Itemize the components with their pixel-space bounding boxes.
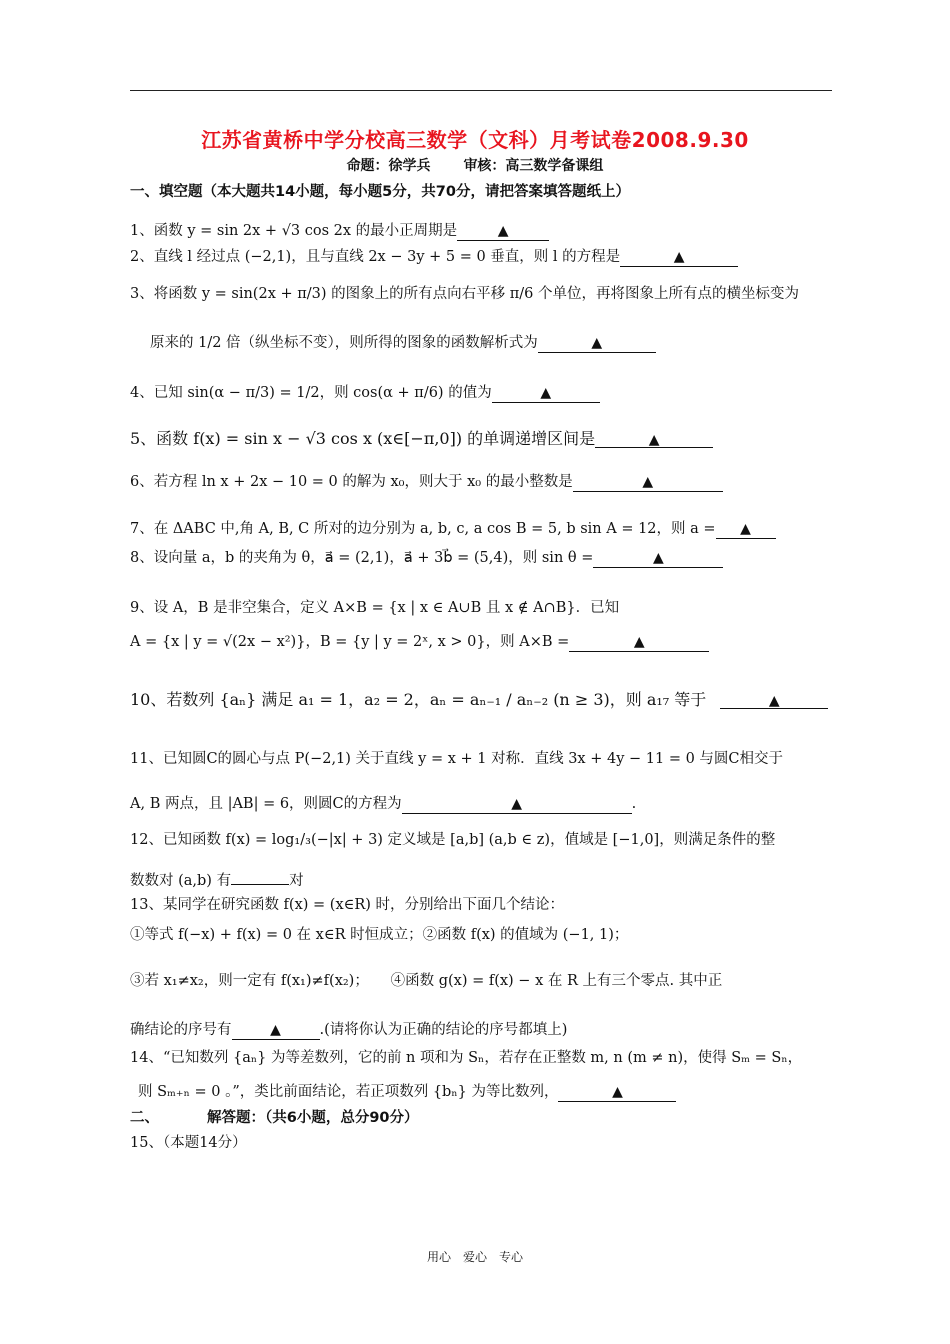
authors-line (0, 155, 950, 175)
answer-blank[interactable] (569, 634, 709, 652)
question-text: 5、函数 f(x) = sin x − √3 cos x (x∈[−π,0]) 的单调递增区间是 (130, 429, 596, 448)
question-5 (130, 426, 713, 449)
triangle-icon: ▲ (511, 796, 523, 812)
question-text: A = {x | y = √(2x − x²)}，B = {y | y = 2ˣ, x > 0}，则 A×B = (130, 634, 570, 650)
answer-blank[interactable] (593, 550, 723, 568)
question-text: 4、已知 sin(α − π/3) = 1/2，则 cos(α + π/6) 的值为 (130, 385, 492, 401)
answer-blank[interactable] (720, 691, 828, 709)
question-13-cont-1 (130, 923, 628, 944)
question-4 (130, 381, 600, 403)
answer-blank[interactable] (231, 867, 289, 885)
answer-blank[interactable] (620, 249, 738, 267)
answer-blank[interactable] (558, 1084, 676, 1102)
answer-blank[interactable] (716, 521, 776, 539)
question-text: 6、若方程 ln x + 2x − 10 = 0 的解为 x₀，则大于 x₀ 的最小整数是 (130, 474, 573, 490)
question-11 (130, 747, 783, 768)
question-text: 10、若数列 {aₙ} 满足 a₁ = 1，a₂ = 2，aₙ = aₙ₋₁ / aₙ₋₂ (n ≥ 3)，则 a₁₇ 等于 (130, 690, 707, 709)
question-text: 原来的 1/2 倍（纵坐标不变），则所得的图象的函数解析式为 (150, 335, 538, 351)
question-7 (130, 517, 776, 539)
triangle-icon: ▲ (612, 1084, 623, 1100)
author: 命题：徐学兵 (346, 158, 431, 174)
question-3-cont (150, 331, 656, 353)
section-title: 解答题：（共6小题，总分90分） (207, 1110, 419, 1126)
answer-blank[interactable] (595, 430, 713, 448)
answer-blank[interactable] (457, 223, 549, 241)
question-text: ①等式 f(−x) + f(x) = 0 在 x∈R 时恒成立；②函数 f(x) 的值域为 (−1, 1)； (130, 927, 629, 943)
question-text: .(请将你认为正确的结论的序号都填上) (319, 1022, 568, 1038)
question-13-cont-3 (130, 1018, 567, 1040)
question-11-cont: A, B 两点，且 |AB| = 6，则圆C的方程为 ▲ . (130, 796, 637, 812)
triangle-icon: ▲ (633, 634, 645, 650)
question-14 (130, 1046, 802, 1067)
question-text: ③若 x₁≠x₂，则一定有 f(x₁)≠f(x₂)； ④函数 g(x) = f(x) − x 在 R 上有三个零点. 其中正 (130, 973, 723, 989)
question-1 (130, 219, 549, 241)
answer-blank[interactable] (492, 385, 600, 403)
question-2 (130, 245, 738, 267)
question-text: 12、已知函数 f(x) = log₁/₃(−|x| + 3) 定义域是 [a,b] (a,b ∈ z)，值域是 [−1,0]，则满足条件的整 (130, 832, 776, 848)
page-title: 江苏省黄桥中学分校高三数学（文科）月考试卷2008.9.30 (201, 128, 749, 152)
reviewer: 审核：高三数学备课组 (463, 158, 604, 174)
question-9 (130, 596, 619, 617)
triangle-icon: ▲ (540, 385, 552, 401)
question-text: 数数对 (a,b) 有 (130, 873, 232, 889)
question-text: 2、直线 l 经过点 (−2,1)，且与直线 2x − 3y + 5 = 0 垂直，则 l 的方程是 (130, 249, 621, 265)
triangle-icon: ▲ (497, 223, 509, 239)
answer-blank[interactable] (573, 474, 723, 492)
question-text: 1、函数 y = sin 2x + √3 cos 2x 的最小正周期是 (130, 223, 458, 239)
question-8 (130, 546, 723, 568)
answer-blank[interactable] (538, 335, 656, 353)
question-13-cont-2 (130, 969, 722, 990)
question-text: A, B 两点，且 |AB| = 6，则圆C的方程为 (130, 796, 402, 812)
question-10 (130, 687, 828, 710)
question-text: 3、将函数 y = sin(2x + π/3) 的图象上的所有点向右平移 π/6 个单位，再将图象上所有点的横坐标变为 (130, 286, 800, 302)
question-text: 8、设向量 a，b 的夹角为 θ，a⃗ = (2,1)，a⃗ + 3b⃗ = (5,4)，则 sin θ = (130, 550, 594, 566)
question-text: 14、“已知数列 {aₙ} 为等差数列，它的前 n 项和为 Sₙ，若存在正整数 m, n (m ≠ n)，使得 Sₘ = Sₙ， (130, 1050, 803, 1066)
triangle-icon: ▲ (740, 521, 751, 537)
top-rule (130, 90, 832, 91)
triangle-icon: ▲ (270, 1022, 281, 1038)
question-3 (130, 282, 799, 303)
question-text: 11、已知圆C的圆心与点 P(−2,1) 关于直线 y = x + 1 对称．直线 3x + 4y − 11 = 0 与圆C相交于 (130, 751, 784, 767)
question-12-cont (130, 867, 304, 890)
triangle-icon: ▲ (673, 249, 685, 265)
answer-blank[interactable] (232, 1022, 320, 1040)
question-text: 13、某同学在研究函数 f(x) = (x∈R) 时，分别给出下面几个结论： (130, 897, 565, 913)
question-text: 则 Sₘ₊ₙ = 0 。”，类比前面结论，若正项数列 {bₙ} 为等比数列， (138, 1084, 559, 1100)
section-1-heading: 一、填空题（本大题共14小题，每小题5分，共70分，请把答案填答题纸上） (130, 184, 630, 200)
question-15: 15、（本题14分） (130, 1135, 247, 1151)
answer-blank[interactable] (402, 796, 632, 814)
section-number: 二、 (130, 1110, 159, 1126)
triangle-icon: ▲ (653, 550, 664, 566)
triangle-icon: ▲ (768, 693, 780, 709)
question-text: 对 (289, 873, 304, 889)
question-text: 9、设 A，B 是非空集合，定义 A×B = {x | x ∈ A∪B 且 x ∉ A∩B}．已知 (130, 600, 620, 616)
page-footer: 用心 爱心 专心 (426, 1250, 523, 1264)
triangle-icon: ▲ (648, 432, 660, 448)
question-text: 7、在 ΔABC 中,角 A, B, C 所对的边分别为 a, b, c, a cos B = 5, b sin A = 12，则 a = (130, 521, 716, 537)
section-2-heading (130, 1106, 419, 1127)
question-9-cont (130, 630, 709, 652)
question-text: 确结论的序号有 (130, 1022, 232, 1038)
question-14-cont (138, 1080, 676, 1102)
question-13 (130, 893, 564, 914)
triangle-icon: ▲ (642, 474, 654, 490)
question-12 (130, 828, 775, 849)
question-6 (130, 470, 723, 492)
triangle-icon: ▲ (591, 335, 603, 351)
